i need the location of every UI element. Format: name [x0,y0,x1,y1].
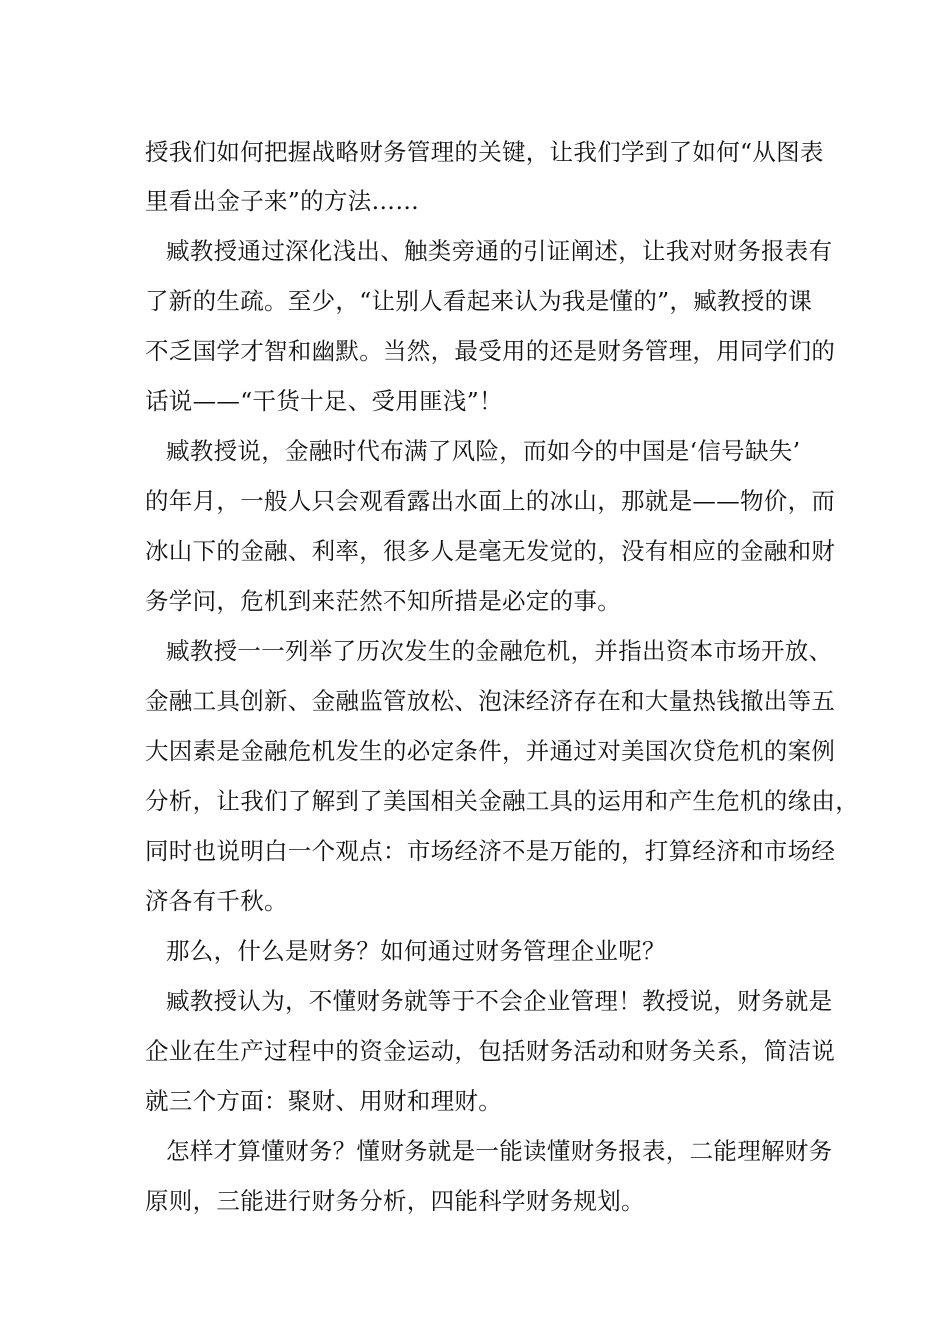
text-line: 分析，让我们了解到了美国相关金融工具的运用和产生危机的缘由， [145,787,859,815]
text-line: 大因素是金融危机发生的必定条件，并通过对美国次贷危机的案例 [145,737,836,765]
paragraph-start-line: 那么，什么是财务？如何通过财务管理企业呢？ [166,937,666,965]
text-line: 不乏国学才智和幽默。当然，最受用的还是财务管理，用同学们的 [145,337,836,365]
text-line: 里看出金子来”的方法…… [145,187,420,215]
text-line: 就三个方面：聚财、用财和理财。 [145,1087,502,1115]
text-line: 冰山下的金融、利率，很多人是毫无发觉的，没有相应的金融和财 [145,537,836,565]
text-line: 同时也说明白一个观点：市场经济不是万能的，打算经济和市场经 [145,837,836,865]
text-line: 原则，三能进行财务分析，四能科学财务规划。 [145,1187,645,1215]
paragraph-start-line: 臧教授一一列举了历次发生的金融危机，并指出资本市场开放、 [166,637,833,665]
paragraph-start-line: 臧教授认为，不懂财务就等于不会企业管理！教授说，财务就是 [166,987,833,1015]
paragraph-start-line: 臧教授通过深化浅出、触类旁通的引证阐述，让我对财务报表有 [166,237,833,265]
text-line: 了新的生疏。至少，“让别人看起来认为我是懂的”，臧教授的课 [145,287,813,315]
text-line: 的年月，一般人只会观看露出水面上的冰山，那就是——物价，而 [145,487,836,515]
text-line: 金融工具创新、金融监管放松、泡沫经济存在和大量热钱撤出等五 [145,687,836,715]
text-line: 企业在生产过程中的资金运动，包括财务活动和财务关系，简洁说 [145,1037,836,1065]
paragraph-start-line: 怎样才算懂财务？懂财务就是一能读懂财务报表，二能理解财务 [166,1137,833,1165]
text-line: 务学问，危机到来茫然不知所措是必定的事。 [145,587,621,615]
text-line: 济各有千秋。 [145,887,288,915]
text-line: 话说——“干货十足、受用匪浅”！ [145,387,503,415]
paragraph-start-line: 臧教授说，金融时代布满了风险，而如今的中国是‘信号缺失’ [166,437,801,465]
text-line: 授我们如何把握战略财务管理的关键，让我们学到了如何“从图表 [145,138,824,166]
